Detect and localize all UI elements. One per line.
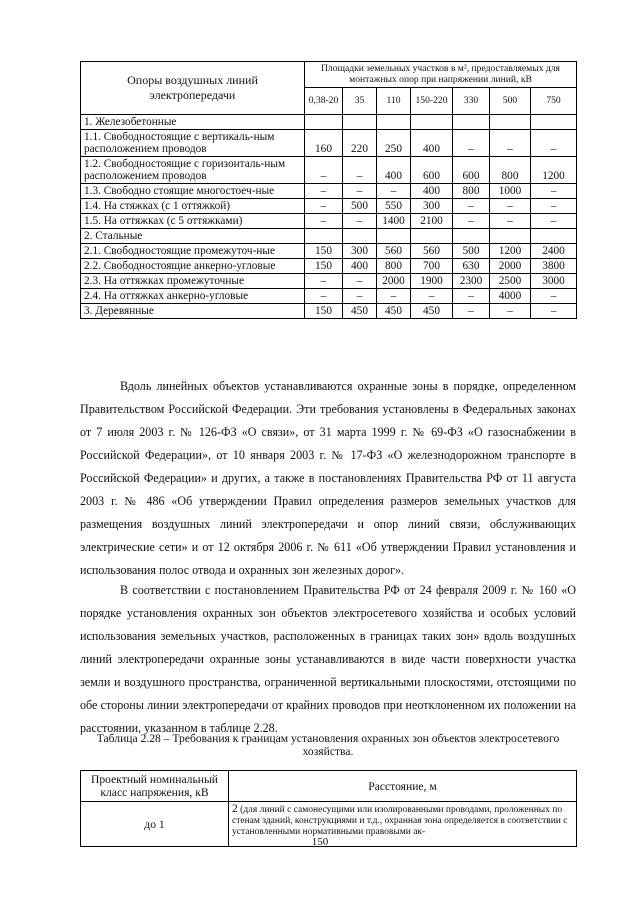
area-value-cell: 2000 [377,274,411,289]
area-value-cell: – [305,199,343,214]
area-value-cell [453,229,490,244]
area-value-cell: – [343,274,377,289]
table-row [81,229,577,244]
table-row [81,304,577,319]
area-value-cell: 220 [343,130,377,157]
page-number: 150 [311,836,329,848]
area-value-cell: – [305,274,343,289]
voltage-header: 500 [490,88,531,115]
voltage-header: 35 [343,88,377,115]
area-value-cell: 1200 [490,244,531,259]
area-value-cell: – [411,289,453,304]
area-value-cell: – [377,184,411,199]
support-type-label: 2.1. Свободностоящие промежуточ-ные [81,244,305,259]
area-value-cell [411,115,453,130]
area-value-cell: 1000 [490,184,531,199]
area-value-cell: – [453,130,490,157]
area-value-cell: – [343,289,377,304]
area-value-cell: 150 [305,244,343,259]
area-value-cell [343,229,377,244]
area-value-cell: 500 [453,244,490,259]
area-value-cell: 2100 [411,214,453,229]
area-value-cell [377,229,411,244]
voltage-class-cell: до 1 [81,802,229,847]
area-value-cell: – [490,130,531,157]
voltage-header: 150-220 [411,88,453,115]
support-type-label: 2. Стальные [81,229,305,244]
paragraph-decree-160: В соответствии с постановлением Правительства РФ от 24 февраля 2009 г. № 160 «О порядке установления охранных зон объектов электросетевого хозяйства и особых условий использования земельных участков, расположенных в границах таких зон» вдоль воздушных линий электропередачи охранные зоны устанавливаются в виде части поверхности участка земли и воздушного пространства, ограниченной вертикальными плоскостями, отстоящими по обе стороны линии электропередачи от крайних проводов при неотклоненном их положении на расстоянии, указанном в таблице 2.28. [80,583,576,735]
distance-value: 2 [232,803,238,815]
support-type-label: 2.4. На оттяжках анкерно-угловые [81,289,305,304]
area-value-cell: – [453,214,490,229]
table-header-voltage-class: Проектный номинальный класс напряжения, кВ [81,771,229,802]
table-header-row [81,771,577,802]
voltage-header: 330 [453,88,490,115]
area-value-cell [531,115,577,130]
area-value-cell: 4000 [490,289,531,304]
area-value-cell: – [453,304,490,319]
support-type-label: 1.1. Свободностоящие с вертикаль-ным расположением проводов [81,130,305,157]
area-value-cell: 150 [305,304,343,319]
area-value-cell: 450 [377,304,411,319]
area-value-cell [531,229,577,244]
area-value-cell: 700 [411,259,453,274]
table-row [81,259,577,274]
table-row [81,184,577,199]
table-row [81,157,577,184]
table-header-supports: Опоры воздушных линий электропередачи [81,62,305,115]
area-value-cell: – [490,214,531,229]
table-row [81,115,577,130]
table-header-areas: Площадки земельных участков в м², предоставляемых для монтажных опор при напряжении линий, кВ [305,62,577,88]
area-value-cell: – [490,304,531,319]
area-value-cell: 450 [343,304,377,319]
table-row [81,130,577,157]
area-value-cell: – [343,157,377,184]
area-value-cell: – [490,199,531,214]
area-value-cell: 300 [343,244,377,259]
support-type-label: 1.2. Свободностоящие с горизонталь-ным расположением проводов [81,157,305,184]
area-value-cell: 600 [453,157,490,184]
area-value-cell: 800 [377,259,411,274]
area-value-cell: – [377,289,411,304]
area-value-cell: 400 [411,130,453,157]
area-value-cell: – [305,289,343,304]
area-value-cell: 300 [411,199,453,214]
area-value-cell: – [531,184,577,199]
area-value-cell [305,229,343,244]
support-type-label: 1.3. Свободно стоящие многостоеч-ные [81,184,305,199]
area-value-cell [305,115,343,130]
area-value-cell [490,115,531,130]
area-value-cell [490,229,531,244]
area-value-cell: 500 [343,199,377,214]
area-value-cell: 160 [305,130,343,157]
area-value-cell: 150 [305,259,343,274]
area-value-cell: 3800 [531,259,577,274]
area-value-cell: 550 [377,199,411,214]
table-header-distance: Расстояние, м [229,771,577,802]
area-value-cell: 400 [377,157,411,184]
area-value-cell: – [531,130,577,157]
support-type-label: 1.5. На оттяжках (с 5 оттяжками) [81,214,305,229]
table-row [81,244,577,259]
area-value-cell: 250 [377,130,411,157]
support-type-label: 1.4. На стяжках (с 1 оттяжкой) [81,199,305,214]
distance-note: (для линий с самонесущими или изолированными проводами, проложенных по стенам зданий, конструкциями и т.д., охранная зона определяется в соответствии с установленными нормативными правовыми ак- [232,805,568,837]
area-value-cell: 400 [343,259,377,274]
voltage-header: 750 [531,88,577,115]
table-caption: Таблица 2.28 – Требования к границам установления охранных зон объектов электросетевого хозяйства. [96,732,560,758]
area-value-cell: 2000 [490,259,531,274]
table-row [81,289,577,304]
support-type-label: 3. Деревянные [81,304,305,319]
area-value-cell: – [531,199,577,214]
support-type-label: 1. Железобетонные [81,115,305,130]
area-value-cell: 400 [411,184,453,199]
support-type-label: 2.2. Свободностоящие анкерно-угловые [81,259,305,274]
area-value-cell: – [531,214,577,229]
area-value-cell: – [305,184,343,199]
area-value-cell [411,229,453,244]
area-value-cell: 3000 [531,274,577,289]
area-value-cell: 450 [411,304,453,319]
area-value-cell: 800 [490,157,531,184]
area-value-cell [377,115,411,130]
area-value-cell: 800 [453,184,490,199]
area-value-cell: 2300 [453,274,490,289]
support-type-label: 2.3. На оттяжках промежуточные [81,274,305,289]
area-value-cell: – [343,214,377,229]
area-value-cell: 2500 [490,274,531,289]
voltage-header: 110 [377,88,411,115]
area-value-cell: – [531,289,577,304]
area-value-cell: 1900 [411,274,453,289]
area-value-cell [453,115,490,130]
area-value-cell: 600 [411,157,453,184]
area-value-cell: – [305,214,343,229]
voltage-header: 0,38-20 [305,88,343,115]
support-areas-table [80,61,577,319]
area-value-cell: 1400 [377,214,411,229]
area-value-cell: – [305,157,343,184]
area-value-cell: 630 [453,259,490,274]
table-row [81,199,577,214]
area-value-cell: 560 [377,244,411,259]
paragraph-protection-zones: Вдоль линейных объектов устанавливаются охранные зоны в порядке, определенном Правительством Российской Федерации. Эти требования установлены в Федеральных законах от 7 июля 2003 г. № 126-ФЗ «О связи», от 31 марта 1999 г. № 69-ФЗ «О газоснабжении в Российской Федерации», от 10 января 2003 г. № 17-ФЗ «О железнодорожном транспорте в Российской Федерации» и других, а также в постановлениях Правительства РФ от 11 августа 2003 г. № 486 «Об утверждении Правил определения размеров земельных участков для размещения воздушных линий электропередачи и опор линий связи, обслуживающих электрические сети» и от 12 октября 2006 г. № 611 «Об утверждении Правил установления и использования полос отвода и охранных зон железных дорог». [80,379,576,577]
area-value-cell [343,115,377,130]
area-value-cell: – [453,289,490,304]
table-row [81,274,577,289]
area-value-cell: – [531,304,577,319]
area-value-cell: 560 [411,244,453,259]
area-value-cell: – [453,199,490,214]
area-value-cell: – [343,184,377,199]
table-row [81,214,577,229]
area-value-cell: 1200 [531,157,577,184]
area-value-cell: 2400 [531,244,577,259]
